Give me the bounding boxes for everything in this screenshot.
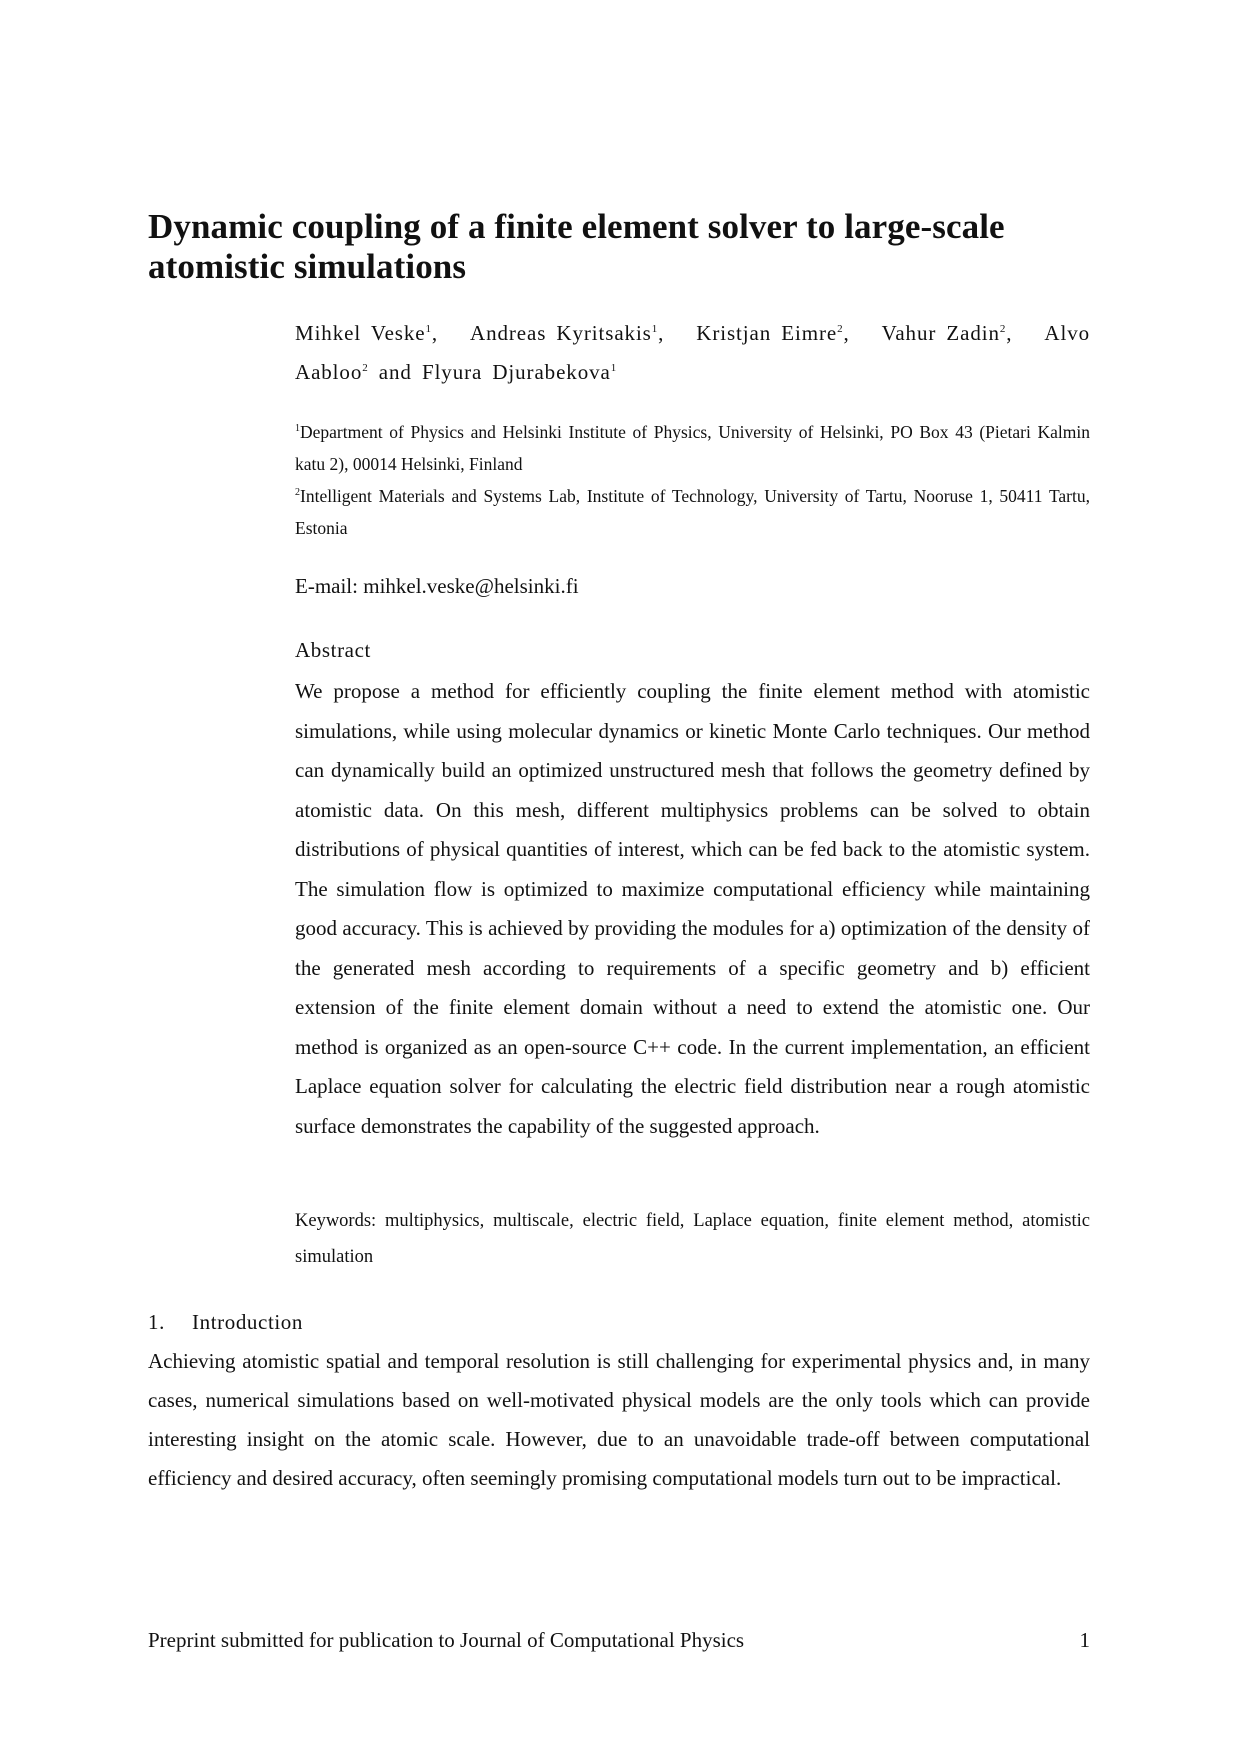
footer-note: Preprint submitted for publication to Journal of Computational Physics	[148, 1628, 745, 1652]
author-name: Flyura Djurabekova	[421, 360, 611, 384]
author-entry: Mihkel Veske$^1$,	[295, 321, 439, 345]
affiliation-marker: 1	[425, 323, 432, 335]
affiliation-marker: 1	[295, 423, 300, 434]
keywords: Keywords: multiphysics, multiscale, electric field, Laplace equation, finite element method, atomistic simulation	[295, 1211, 1090, 1267]
author-name: Mihkel Veske	[295, 321, 426, 345]
author-name: Kristjan Eimre	[696, 321, 838, 345]
author-list	[295, 314, 1090, 392]
author-entry: Aabloo$^2$ and Flyura Djurabekova$^1$	[295, 360, 618, 384]
author-name: Andreas Kyritsakis	[470, 321, 652, 345]
author-name: Vahur Zadin	[881, 321, 1000, 345]
affiliation-item	[295, 480, 1090, 544]
paper-title: Dynamic coupling of a finite element solver to large-scale atomistic simulations	[148, 207, 1005, 286]
author-entry: Kristjan Eimre$^2$,	[696, 321, 850, 345]
affiliation-marker: 2	[362, 362, 369, 374]
author-entry: Andreas Kyritsakis$^1$,	[470, 321, 665, 345]
contact-email: E-mail: mihkel.veske@helsinki.fi	[295, 574, 579, 598]
abstract-heading: Abstract	[295, 638, 371, 662]
abstract-body: We propose a method for efficiently coupling the finite element method with atomistic simulations, while using molecular dynamics or kinetic Monte Carlo techniques. Our method can dynamically build an optimized unstructured mesh that follows the geometry defined by atomistic data. On this mesh, different multiphysics problems can be solved to obtain distributions of physical quantities of interest, which can be fed back to the atomistic system. The simulation flow is optimized to maximize computational efficiency while maintaining good accuracy. This is achieved by providing the modules for a) optimization of the density of the generated mesh according to requirements of a specific geometry and b) efficient extension of the finite element domain without a need to extend the atomistic one. Our method is organized as an open-source C++ code. In the current implementation, an efficient Laplace equation solver for calculating the electric field distribution near a rough atomistic surface demonstrates the capability of the suggested approach.	[295, 679, 1090, 1138]
introduction-body: Achieving atomistic spatial and temporal resolution is still challenging for experimental physics and, in many cases, numerical simulations based on well-motivated physical models are the only tools which can provide interesting insight on the atomic scale. However, due to an unavoidable trade-off between computational efficiency and desired accuracy, often seemingly promising computational models turn out to be impractical.	[148, 1349, 1090, 1490]
affiliation-marker: 1	[610, 362, 618, 374]
affiliation-list	[295, 416, 1090, 544]
affiliation-marker: 2	[837, 323, 844, 335]
author-entry: Vahur Zadin$^2$,	[881, 321, 1013, 345]
author-line-1	[295, 314, 1090, 353]
affiliation-marker: 2	[999, 323, 1007, 335]
affiliation-item	[295, 416, 1090, 480]
affiliation-text: Department of Physics and Helsinki Institute of Physics, University of Helsinki, PO Box 43 (Pietari Kalmin katu 2), 00014 Helsinki, Finland	[295, 422, 1090, 474]
section-number: 1.	[148, 1310, 165, 1334]
author-entry-first-name: Alvo	[1044, 321, 1090, 345]
affiliation-marker: 2	[295, 487, 300, 498]
page-footer	[148, 1625, 1090, 1655]
affiliation-marker: 1	[651, 323, 659, 335]
section-title: Introduction	[192, 1310, 304, 1334]
section-heading-introduction	[148, 1306, 303, 1338]
affiliation-text: Intelligent Materials and Systems Lab, Institute of Technology, University of Tartu, Nooruse 1, 50411 Tartu, Estonia	[295, 486, 1090, 538]
author-line-2	[295, 353, 1090, 392]
page-number: 1	[1079, 1628, 1090, 1652]
